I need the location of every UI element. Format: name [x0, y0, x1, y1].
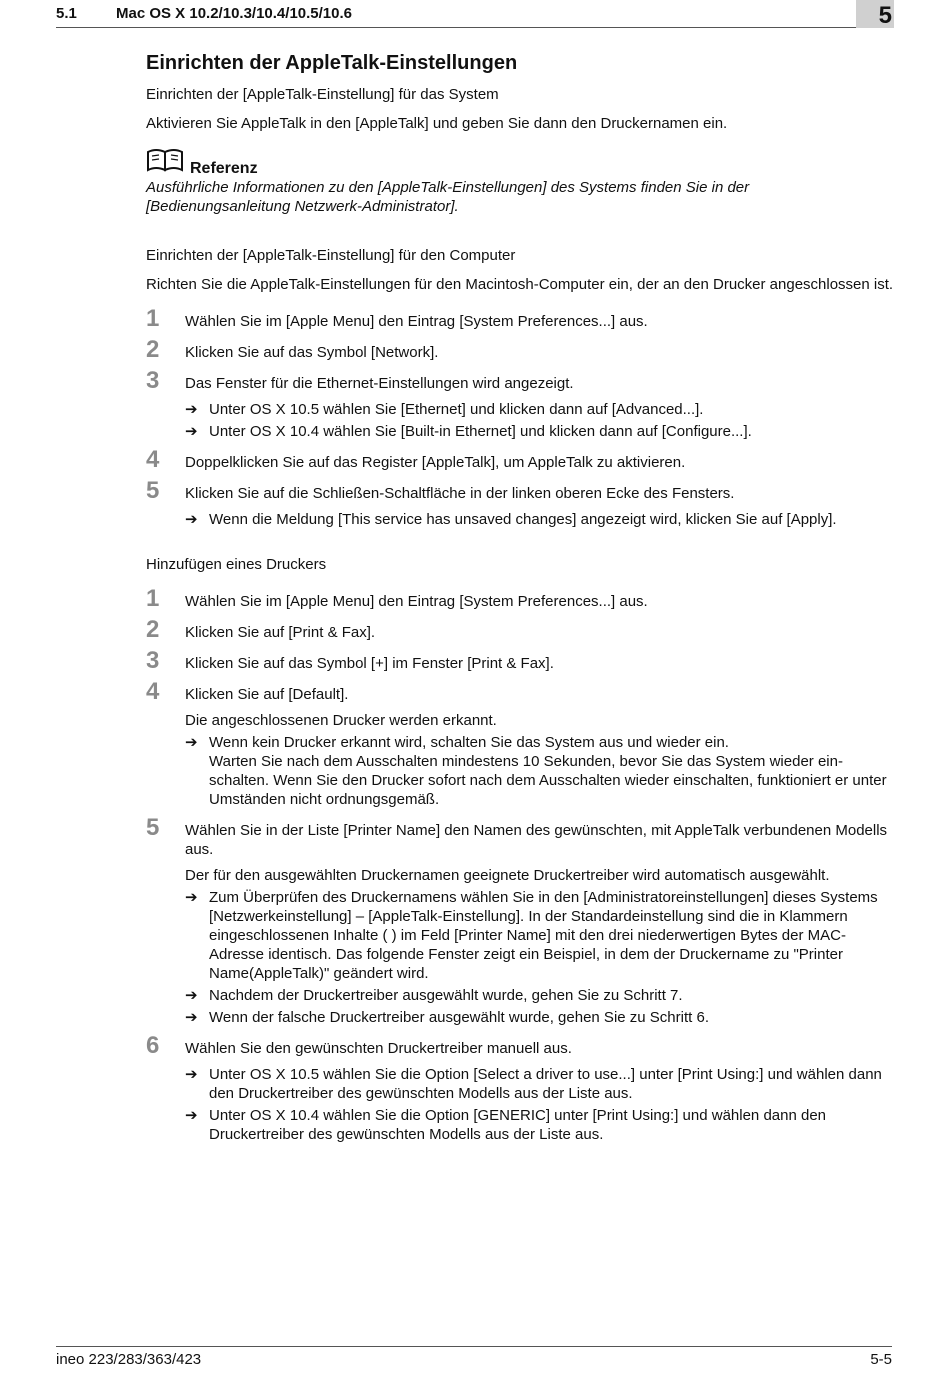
book-icon — [146, 147, 184, 178]
step-item — [146, 814, 894, 1027]
reference-label: Referenz — [190, 160, 258, 177]
arrow-icon: ➔ — [185, 987, 198, 1004]
computer-section-title: Einrichten der [AppleTalk-Einstellung] für den Computer — [146, 247, 516, 264]
step-bullet — [185, 422, 894, 441]
chapter-number-box: 5 — [856, 0, 894, 28]
bullet-text: Nachdem der Druckertreiber ausgewählt wurde, gehen Sie zu Schritt 7. — [209, 987, 683, 1004]
bullet-text: Wenn der falsche Druckertreiber ausgewählt wurde, gehen Sie zu Schritt 6. — [209, 1009, 709, 1026]
step-item — [146, 1032, 894, 1144]
step-bullet — [185, 986, 894, 1005]
bullet-text: Wenn kein Drucker erkannt wird, schalten Sie das System aus und wieder ein. Warten Sie nach dem Ausschalten mindestens 10 Sekunden, bevor Sie das System wieder ein-schalten. Wenn Sie den Drucker sofort nach dem Ausschalten wieder einschalten, funktioniert er unter Umständen nicht ordnungsgemäß. — [209, 734, 887, 808]
page-content — [146, 52, 894, 1156]
bullet-text: Unter OS X 10.5 wählen Sie die Option [Select a driver to use...] unter [Print Using:] und wählen dann den Druckertreiber des gewünschten Modells aus der Liste aus. — [209, 1066, 882, 1102]
step-text: Wählen Sie im [Apple Menu] den Eintrag [System Preferences...] aus. — [185, 313, 648, 330]
step-result-text: Die angeschlossenen Drucker werden erkannt. — [185, 712, 497, 729]
reference-text: Ausführliche Informationen zu den [AppleTalk-Einstellungen] des Systems finden Sie in der [Bedienungsanleitung Netzwerk-Administrator]. — [146, 179, 750, 215]
header-rule — [56, 27, 860, 28]
arrow-icon: ➔ — [185, 423, 198, 440]
step-text: Klicken Sie auf [Print & Fax]. — [185, 624, 376, 641]
step-number: 3 — [146, 367, 160, 394]
step-text: Klicken Sie auf die Schließen-Schaltfläche in der linken oberen Ecke des Fensters. — [185, 485, 735, 502]
step-text: Wählen Sie im [Apple Menu] den Eintrag [System Preferences...] aus. — [185, 593, 648, 610]
step-number: 4 — [146, 446, 160, 473]
step-number: 5 — [146, 814, 160, 841]
step-number: 3 — [146, 647, 160, 674]
step-bullet — [185, 1008, 894, 1027]
step-text: Wählen Sie in der Liste [Printer Name] den Namen des gewünschten, mit AppleTalk verbundenen Modells aus. — [185, 822, 888, 858]
header-section-number: 5.1 — [56, 5, 77, 22]
arrow-icon: ➔ — [185, 734, 198, 751]
step-item — [146, 446, 894, 473]
arrow-icon: ➔ — [185, 889, 198, 906]
step-bullet — [185, 1065, 894, 1103]
bullet-text: Wenn die Meldung [This service has unsaved changes] angezeigt wird, klicken Sie auf [Apply]. — [209, 511, 837, 528]
step-item — [146, 616, 894, 643]
step-text: Das Fenster für die Ethernet-Einstellungen wird angezeigt. — [185, 375, 574, 392]
step-bullet — [185, 888, 894, 983]
step-number: 1 — [146, 585, 160, 612]
bullet-text: Unter OS X 10.4 wählen Sie [Built-in Ethernet] und klicken dann auf [Configure...]. — [209, 423, 752, 440]
step-number: 2 — [146, 336, 160, 363]
step-item — [146, 305, 894, 332]
arrow-icon: ➔ — [185, 1066, 198, 1083]
step-result-text: Der für den ausgewählten Druckernamen geeignete Druckertreiber wird automatisch ausgewählt. — [185, 867, 830, 884]
intro-system-title: Einrichten der [AppleTalk-Einstellung] für das System — [146, 86, 499, 103]
step-number: 2 — [146, 616, 160, 643]
header-title: Mac OS X 10.2/10.3/10.4/10.5/10.6 — [116, 5, 353, 22]
computer-section-text: Richten Sie die AppleTalk-Einstellungen für den Macintosh-Computer ein, der an den Drucker angeschlossen ist. — [146, 276, 894, 293]
step-bullet — [185, 510, 894, 529]
computer-steps-list — [146, 305, 894, 529]
reference-box — [146, 147, 894, 216]
step-text: Klicken Sie auf das Symbol [Network]. — [185, 344, 439, 361]
arrow-icon: ➔ — [185, 1009, 198, 1026]
arrow-icon: ➔ — [185, 1107, 198, 1124]
intro-system-text: Aktivieren Sie AppleTalk in den [AppleTalk] und geben Sie dann den Druckernamen ein. — [146, 115, 728, 132]
step-text: Klicken Sie auf [Default]. — [185, 686, 349, 703]
step-number: 5 — [146, 477, 160, 504]
step-bullet — [185, 733, 894, 809]
step-text: Wählen Sie den gewünschten Druckertreiber manuell aus. — [185, 1040, 572, 1057]
step-text: Doppelklicken Sie auf das Register [AppleTalk], um AppleTalk zu aktivieren. — [185, 454, 686, 471]
step-item — [146, 647, 894, 674]
step-item — [146, 678, 894, 809]
step-item — [146, 585, 894, 612]
step-number: 1 — [146, 305, 160, 332]
page-heading: Einrichten der AppleTalk-Einstellungen — [146, 52, 518, 74]
footer-model: ineo 223/283/363/423 — [56, 1351, 202, 1368]
step-bullet — [185, 400, 894, 419]
arrow-icon: ➔ — [185, 511, 198, 528]
step-text: Klicken Sie auf das Symbol [+] im Fenster [Print & Fax]. — [185, 655, 554, 672]
printer-steps-list — [146, 585, 894, 1144]
footer-page-number: 5-5 — [870, 1351, 892, 1368]
step-number: 4 — [146, 678, 160, 705]
footer-rule — [56, 1346, 892, 1347]
bullet-text: Unter OS X 10.4 wählen Sie die Option [GENERIC] unter [Print Using:] und wählen dann den Druckertreiber des gewünschten Modells aus der Liste aus. — [209, 1107, 827, 1143]
bullet-text: Zum Überprüfen des Druckernamens wählen Sie in den [Administratoreinstellungen] dieses Systems [Netzwerkeinstellung] – [AppleTalk-Einstellung]. In der Standardeinstellung sind die in Klammern eingeschlossenen Inhalte ( ) im Feld [Printer Name] mit den drei niederwertigen Bytes der MAC-Adresse identisch. Das folgende Fenster zeigt ein Beispiel, in dem der Druckername zu "Printer Name(AppleTalk)" geändert wird. — [209, 889, 878, 982]
bullet-text: Unter OS X 10.5 wählen Sie [Ethernet] und klicken dann auf [Advanced...]. — [209, 401, 704, 418]
arrow-icon: ➔ — [185, 401, 198, 418]
step-item — [146, 477, 894, 529]
step-bullet — [185, 1106, 894, 1144]
step-item — [146, 336, 894, 363]
step-number: 6 — [146, 1032, 160, 1059]
step-item — [146, 367, 894, 441]
printer-section-title: Hinzufügen eines Druckers — [146, 556, 327, 573]
